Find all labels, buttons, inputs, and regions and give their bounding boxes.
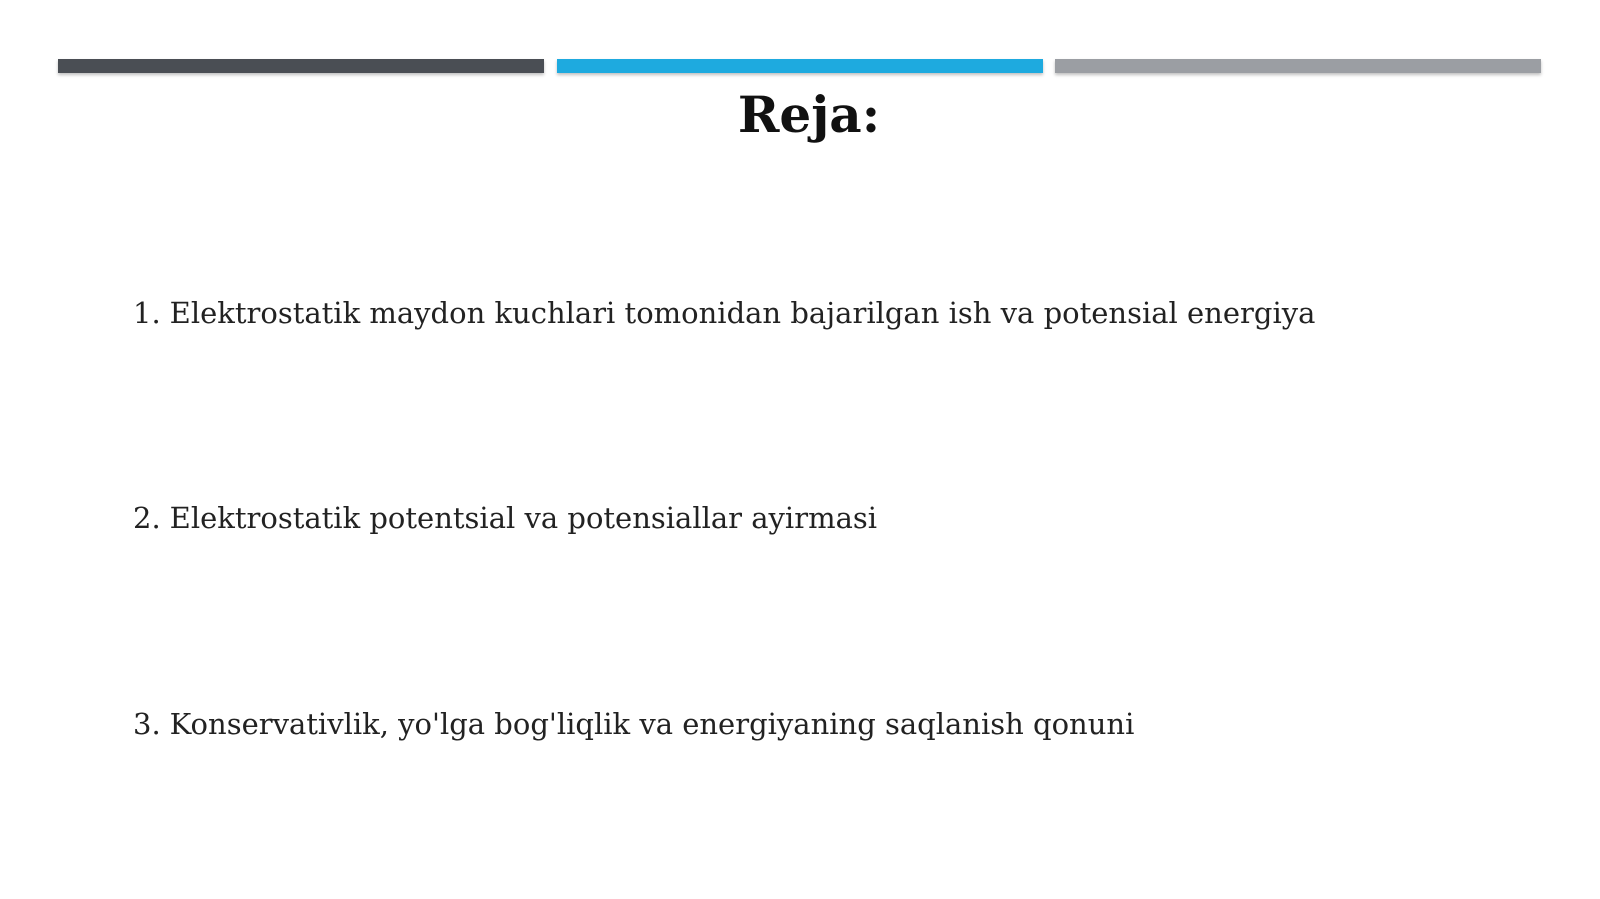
plan-item-1 xyxy=(133,293,1315,333)
plan-item-number: 2. xyxy=(133,501,161,535)
plan-item-2 xyxy=(133,498,877,538)
plan-item-3 xyxy=(133,704,1134,744)
header-bar-dark xyxy=(58,59,544,73)
header-bar-accent xyxy=(557,59,1043,73)
plan-item-number: 1. xyxy=(133,296,161,330)
plan-item-text: Elektrostatik maydon kuchlari tomonidan bajarilgan ish va potensial energiya xyxy=(169,296,1316,330)
plan-item-text: Elektrostatik potentsial va potensiallar ayirmasi xyxy=(169,501,878,535)
plan-item-number: 3. xyxy=(133,707,161,741)
slide-title: Reja: xyxy=(737,85,881,144)
plan-item-text: Konservativlik, yo'lga bog'liqlik va energiyaning saqlanish qonuni xyxy=(169,707,1135,741)
header-bar-light xyxy=(1055,59,1541,73)
